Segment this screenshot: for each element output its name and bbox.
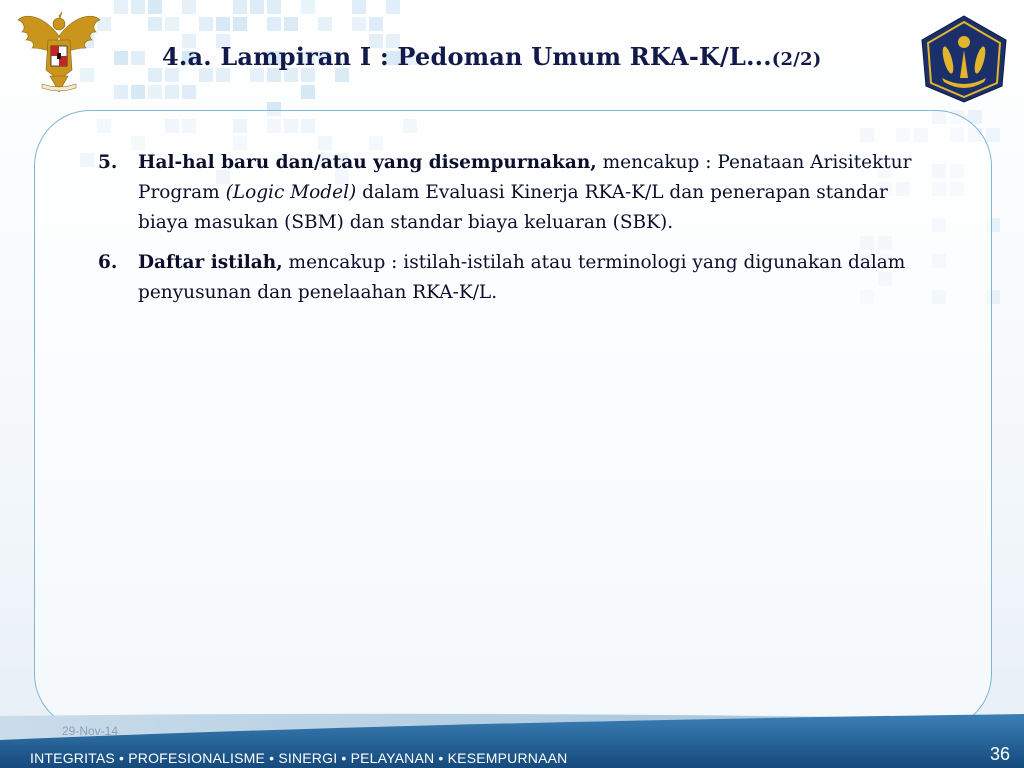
mosaic-square [182, 85, 196, 99]
list-item-text: mencakup : Penataan Arisitektur Program [138, 152, 912, 203]
footer-date: 29-Nov-14 [62, 724, 119, 738]
mosaic-square [182, 0, 196, 14]
mosaic-square [148, 0, 162, 14]
mosaic-square [250, 0, 264, 14]
ministry-of-finance-logo-icon [918, 14, 1010, 104]
page-number: 36 [989, 744, 1010, 764]
mosaic-square [165, 85, 179, 99]
list-item-text-continued: dalam Evaluasi Kinerja RKA-K/L dan penerapan standar biaya masukan (SBM) dan standar biaya keluaran (SBK). [138, 182, 888, 233]
mosaic-square [352, 17, 366, 31]
garuda-emblem-icon [14, 6, 104, 98]
list-item-italic: (Logic Model) [225, 182, 357, 203]
mosaic-square [301, 85, 315, 99]
mosaic-square [267, 0, 281, 14]
mosaic-square [233, 17, 247, 31]
page-title-main: 4.a. Lampiran I : Pedoman Umum RKA-K/L... [162, 42, 772, 71]
mosaic-square [165, 17, 179, 31]
mosaic-square [233, 0, 247, 14]
list-item-text: mencakup : istilah-istilah atau terminologi yang digunakan dalam penyusunan dan penelaahan RKA-K/L. [138, 252, 906, 303]
mosaic-square [386, 0, 400, 14]
mosaic-square [131, 0, 145, 14]
mosaic-square [148, 68, 162, 82]
mosaic-square [284, 17, 298, 31]
list-item-number: 6. [98, 252, 118, 273]
content-list [98, 148, 928, 318]
mosaic-square [148, 17, 162, 31]
mosaic-square [352, 0, 366, 14]
mosaic-square [318, 17, 332, 31]
mosaic-square [114, 85, 128, 99]
mosaic-square [114, 51, 128, 65]
footer-motto: INTEGRITAS • PROFESIONALISME • SINERGI • PELAYANAN • KESEMPURNAAN [30, 750, 568, 766]
page-title [162, 42, 882, 76]
list-item-number: 5. [98, 152, 118, 173]
list-item-heading: Hal-hal baru dan/atau yang disempurnakan, [138, 152, 597, 173]
mosaic-square [369, 17, 383, 31]
mosaic-square [986, 128, 1000, 142]
mosaic-square [148, 85, 162, 99]
mosaic-square [199, 17, 213, 31]
mosaic-square [131, 85, 145, 99]
list-item-heading: Daftar istilah, [138, 252, 283, 273]
mosaic-square [216, 17, 230, 31]
mosaic-square [267, 17, 281, 31]
list-item [98, 248, 928, 308]
page-title-suffix: (2/2) [771, 49, 822, 70]
mosaic-square [114, 0, 128, 14]
list-item [98, 148, 928, 238]
mosaic-square [301, 0, 315, 14]
mosaic-square [131, 51, 145, 65]
